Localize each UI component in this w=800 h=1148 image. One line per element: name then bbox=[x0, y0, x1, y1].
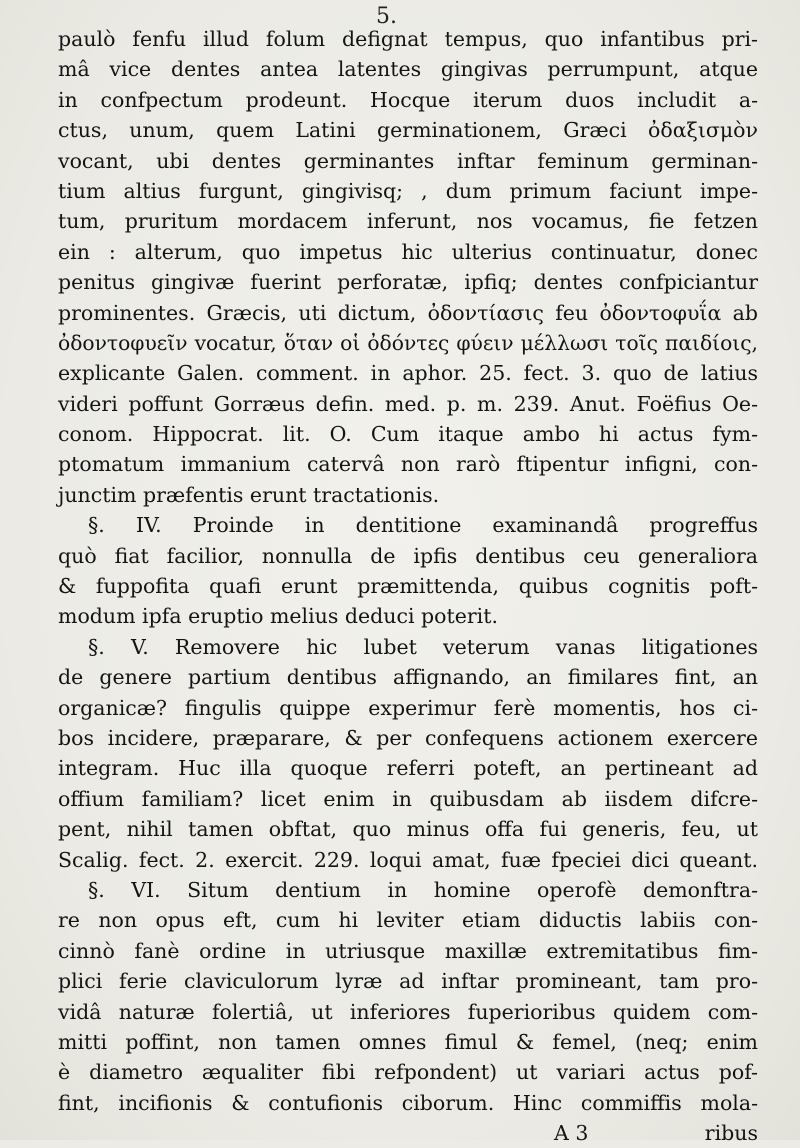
text-line: ctus, unum, quem Latini germinationem, Græci ὀδαξισμὸν bbox=[58, 118, 758, 143]
body-text bbox=[58, 24, 758, 1148]
text-line: Scalig. fect. 2. exercit. 229. loqui amat, fuæ fpeciei dici queant. bbox=[58, 847, 758, 872]
text-line: è diametro æqualiter fibi refpondent) ut variari actus pof- bbox=[58, 1060, 758, 1085]
text-line: explicante Galen. comment. in aphor. 25. fect. 3. quo de latius bbox=[58, 361, 758, 386]
text-line: ὀδοντοφυεῖν vocatur, ὅταν οἱ ὀδόντες φύειν μέλλωσι τοῖς παιδίοις, bbox=[58, 330, 758, 355]
section-heading-line: §. VI. Situm dentium in homine operofè demonftra- bbox=[88, 877, 758, 902]
text-line: conom. Hippocrat. lit. O. Cum itaque ambo hi actus fym- bbox=[58, 422, 758, 447]
text-line: tium altius furgunt, gingivisq; , dum primum faciunt impe- bbox=[58, 178, 758, 203]
text-line: de genere partium dentibus affignando, an fimilares fint, an bbox=[58, 665, 758, 690]
text-line: vocant, ubi dentes germinantes inftar feminum germinan- bbox=[58, 148, 758, 173]
text-line: in confpectum prodeunt. Hocque iterum duos includit a- bbox=[58, 87, 758, 112]
text-line: mitti poffint, non tamen omnes fimul & femel, (neq; enim bbox=[58, 1029, 758, 1054]
signature-mark: A 3 bbox=[554, 1121, 589, 1146]
section-heading-line: §. V. Removere hic lubet veterum vanas litigationes bbox=[88, 634, 758, 659]
text-line: bos incidere, præparare, & per confequens actionem exercere bbox=[58, 725, 758, 750]
text-line: mâ vice dentes antea latentes gingivas perrumpunt, atque bbox=[58, 57, 758, 82]
text-line: re non opus eft, cum hi leviter etiam diductis labiis con- bbox=[58, 908, 758, 933]
text-line: vidâ naturæ folertiâ, ut inferiores fuperioribus quidem com- bbox=[58, 999, 758, 1024]
text-line: integram. Huc illa quoque referri poteft, an pertineant ad bbox=[58, 756, 758, 781]
text-line: prominentes. Græcis, uti dictum, ὀδοντίασις feu ὀδοντοφυΐα ab bbox=[58, 300, 758, 325]
text-line: pent, nihil tamen obftat, quo minus offa fui generis, feu, ut bbox=[58, 817, 758, 842]
text-line: organicæ? fingulis quippe experimur ferè momentis, hos ci- bbox=[58, 695, 758, 720]
text-line: penitus gingivæ fuerint perforatæ, ipfiq; dentes confpiciantur bbox=[58, 270, 758, 295]
text-line: videri poffunt Gorræus defin. med. p. m. 239. Anut. Foëfius Oe- bbox=[58, 391, 758, 416]
page-footer bbox=[58, 1118, 758, 1148]
text-line: fint, incifionis & contufionis ciborum. Hinc commiffis mola- bbox=[58, 1090, 758, 1115]
catchword: ribus bbox=[704, 1121, 758, 1146]
text-line: plici ferie claviculorum lyræ ad inftar promineant, tam pro- bbox=[58, 969, 758, 994]
text-line: & fuppofita quafi erunt præmittenda, quibus cognitis poft- bbox=[58, 574, 758, 599]
text-line: cinnò fanè ordine in utriusque maxillæ extremitatibus fim- bbox=[58, 938, 758, 963]
text-line: quò fiat facilior, nonnulla de ipfis dentibus ceu generaliora bbox=[58, 543, 758, 568]
text-line: tum, pruritum mordacem inferunt, nos vocamus, fie fetzen bbox=[58, 209, 758, 234]
text-line: ptomatum immanium catervâ non rarò ftipentur infigni, con- bbox=[58, 452, 758, 477]
page-number: 5. bbox=[376, 4, 397, 29]
section-heading-line: §. IV. Proinde in dentitione examinandâ progreffus bbox=[88, 513, 758, 538]
text-line: junctim præfentis erunt tractationis. bbox=[58, 482, 440, 507]
text-line: offium familiam? licet enim in quibusdam ab iisdem difcre- bbox=[58, 786, 758, 811]
text-line: modum ipfa eruptio melius deduci poterit. bbox=[58, 604, 498, 629]
text-line: ein : alterum, quo impetus hic ulterius continuatur, donec bbox=[58, 239, 758, 264]
text-line: paulò fenfu illud folum defignat tempus, quo infantibus pri- bbox=[58, 27, 758, 51]
